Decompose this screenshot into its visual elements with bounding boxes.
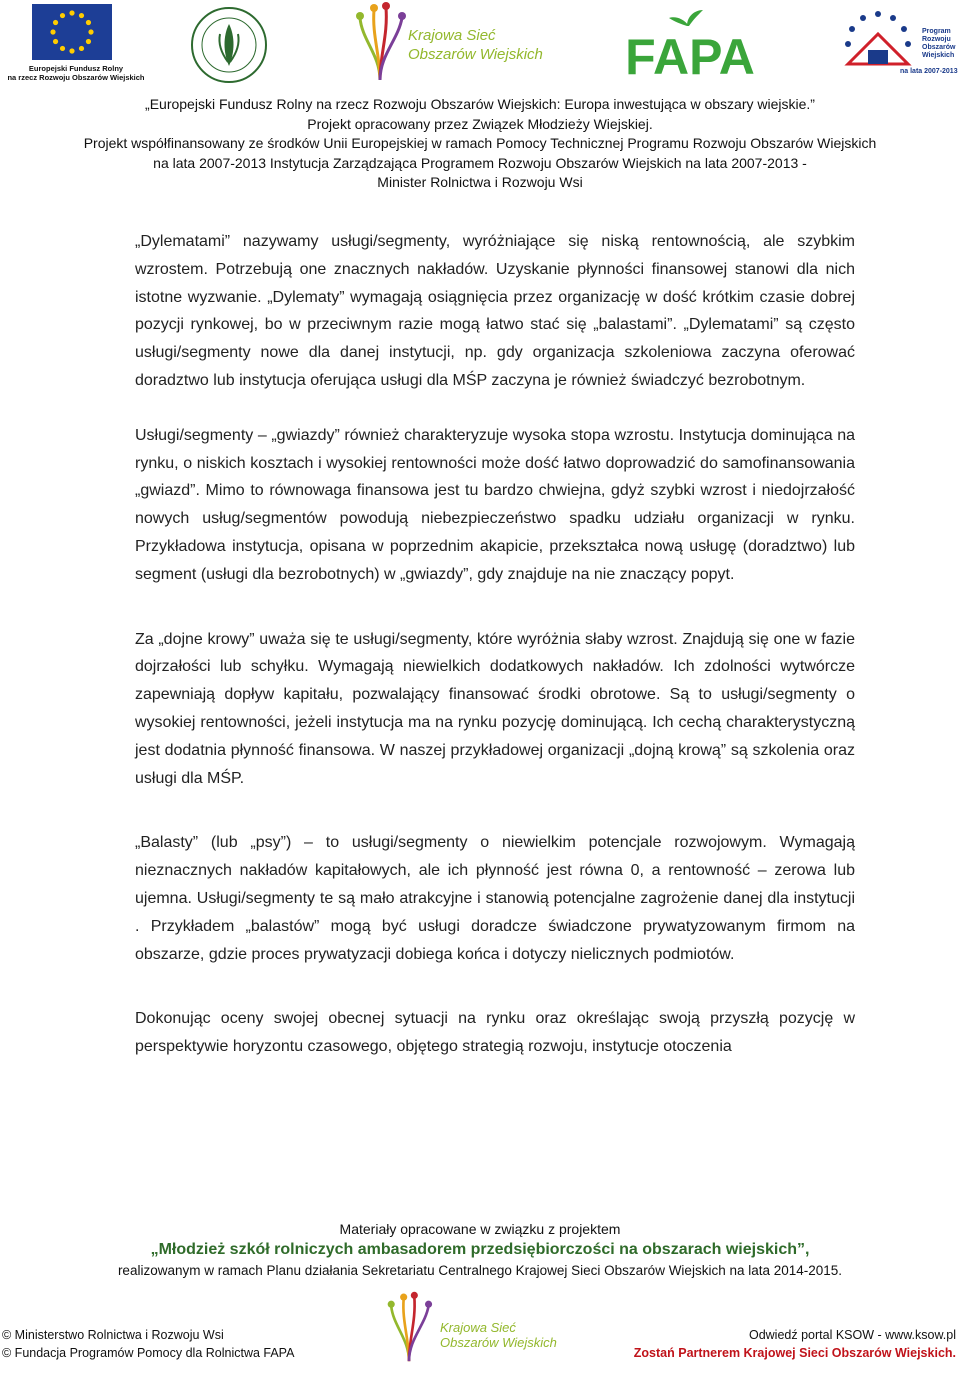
copyright-ministry: © Ministerstwo Rolnictwa i Rozwoju Wsi <box>2 1328 224 1342</box>
svg-text:FAPA: FAPA <box>625 29 755 78</box>
ksow-logo-text: Krajowa Sieć Obszarów Wiejskich <box>408 27 543 63</box>
prow-star-icon <box>845 41 851 47</box>
eu-star-icon <box>88 29 93 34</box>
eu-star-icon <box>50 29 55 34</box>
eu-star-icon <box>53 20 58 25</box>
eu-star-icon <box>79 46 84 51</box>
eu-star-icon <box>86 20 91 25</box>
eu-star-icon <box>53 39 58 44</box>
ksow-tree-icon <box>350 0 410 90</box>
eu-star-icon <box>60 46 65 51</box>
paragraph-dylematy: „Dylematami” nazywamy usługi/segmenty, wyróżniające się niską rentownością, ale szybkim wzrostem. Potrzebują one znacznych nakładów. Uzyskanie płynności finansowej stanowi dla nich istotne wyzwanie. „Dylematy” wymagają osiągnięcia przez organizację w dość krótkim czasie dobrej pozycji rynkowej, bo w przeciwnym razie mogą łatwo stać się „balastami”. „Dylematami” są często usługi/segmenty nowe dla danej instytucji, np. gdy organizacja szkoleniowa zaczyna oferować doradztwo lub instytucja oferująca usługi dla MŚP zaczyna je również świadczyć bezrobotnym. <box>135 233 855 389</box>
prow-star-icon <box>890 15 896 21</box>
prow-years: na lata 2007-2013 <box>900 68 958 75</box>
header-text <box>0 95 960 193</box>
footer-line-1: Materiały opracowane w związku z projektem <box>339 1221 621 1237</box>
header-line-2: Projekt opracowany przez Związek Młodzieży Wiejskiej. <box>307 115 653 132</box>
eu-star-icon <box>69 10 74 15</box>
eu-caption <box>6 64 146 82</box>
prow-logo-text: Program Rozwoju Obszarów Wiejskich <box>922 28 956 59</box>
prow-star-icon <box>901 26 907 32</box>
footer-ksow-logo <box>380 1290 580 1370</box>
header-logos <box>0 0 960 95</box>
header-line-1: „Europejski Fundusz Rolny na rzecz Rozwoju Obszarów Wiejskich: Europa inwestująca w obszary wiejskie.” <box>145 96 815 112</box>
eu-caption-line: na rzecz Rozwoju Obszarów Wiejskich <box>7 73 145 82</box>
fapa-logo-icon <box>617 6 763 78</box>
ksow-portal-link[interactable]: Odwiedź portal KSOW - www.ksow.pl <box>748 1328 956 1342</box>
footer-text <box>0 1218 960 1282</box>
eu-star-icon <box>60 13 65 18</box>
header-line-5: Minister Rolnictwa i Rozwoju Wsi <box>377 174 583 190</box>
prow-star-icon <box>905 41 911 47</box>
paragraph-gwiazdy: Usługi/segmenty – „gwiazdy” również charakteryzuje wysoka stopa wzrostu. Instytucja dominująca na rynku, o niskich kosztach i wysokiej rentowności może dość łatwo doprowadzić do samofinansowania „gwiazd”. Mimo to równowaga finansowa jest tu bardzo chwiejna, gdyż szybki wzrost i niedojrzałość nowych usług/segmentów powodują niebezpieczeństwo spadku udziału organizacji w rynku. Przykładowa instytucja, opisana w poprzednim akapicie, przekształca nową usługę (doradztwo) lub segment (usługi dla bezrobotnych) w „gwiazdy”, gdy znajduje na nie znaczący popyt. <box>135 426 855 583</box>
eu-star-icon <box>86 39 91 44</box>
footer-line-2: „Młodzież szkół rolniczych ambasadorem przedsiębiorczości na obszarach wiejskich”, <box>150 1241 810 1258</box>
prow-star-icon <box>849 26 855 32</box>
header-line-3: Projekt współfinansowany ze środków Unii Europejskiej w ramach Pomocy Technicznej Programu Rozwoju Obszarów Wiejskich <box>83 135 877 151</box>
prow-logo <box>838 4 958 84</box>
eu-star-icon <box>69 48 74 53</box>
prow-star-icon <box>875 11 881 17</box>
document-body <box>135 228 855 1061</box>
footer-bottom <box>0 1290 960 1371</box>
copyright-fapa: © Fundacja Programów Pomocy dla Rolnictwa FAPA <box>2 1346 295 1360</box>
footer-links <box>634 1326 956 1362</box>
paragraph-dojne-krowy: Za „dojne krowy” uważa się te usługi/segmenty, które wyróżnia słaby wzrost. Znajdują się one w fazie dojrzałości lub schyłku. Wymagają niewielkich dodatkowych nakładów. Ich zdolności wytwórcze zapewniają dopływ kapitału, pozwalający finansować środki obrotowe. Są to usługi/segmenty o wysokiej rentowności, jeżeli instytucja ma na rynku pozycję dominującą. Ich cechą charakterystyczną jest dodatnia płynność finansowa. W naszej przykładowej organizacji „dojną krową” są szkolenia oraz usługi dla MŚP. <box>135 630 855 787</box>
paragraph-balasty: „Balasty” (lub „psy”) – to usługi/segmenty o niewielkim potencjale rozwojowym. Wymagają nieznacznych nakładów kapitałowych, ale ich płynność jest równa 0, a rentowność – zerowa lub ujemna. Usługi/segmenty te są mało atrakcyjne i stanowią potencjalne zagrożenie danej dla instytucji . Przykładem „balastów” mogą być usługi doradcze świadczone prywatyzowanym firmom na obszarze, gdzie proces prywatyzacji dobiega końca i dotyczy nielicznych podmiotów. <box>135 834 855 963</box>
ministry-seal-icon <box>190 6 268 84</box>
ksow-logo-text: Krajowa Sieć Obszarów Wiejskich <box>440 1320 557 1350</box>
ksow-logo <box>350 0 550 90</box>
footer-line-3: realizowanym w ramach Planu działania Sekretariatu Centralnego Krajowej Sieci Obszarów Wiejskich na lata 2014-2015. <box>117 1263 843 1278</box>
footer-copyright <box>2 1326 294 1362</box>
eu-caption-line: Europejski Fundusz Rolny <box>28 64 124 73</box>
ksow-tree-icon <box>380 1290 438 1370</box>
eu-flag-icon <box>32 4 112 60</box>
paragraph-ocena: Dokonując oceny swojej obecnej sytuacji na rynku oraz określając swoją przyszłą pozycję w perspektywie horyzontu czasowego, objętego strategią rozwoju, instytucje otoczenia <box>135 1010 855 1056</box>
prow-house-icon <box>838 4 918 74</box>
eu-star-icon <box>79 13 84 18</box>
prow-star-icon <box>860 15 866 21</box>
ksow-partner-text: Zostań Partnerem Krajowej Sieci Obszarów Wiejskich. <box>633 1346 956 1360</box>
header-line-4: na lata 2007-2013 Instytucja Zarządzająca Programem Rozwoju Obszarów Wiejskich na lata 2007-2013 - <box>153 154 807 171</box>
